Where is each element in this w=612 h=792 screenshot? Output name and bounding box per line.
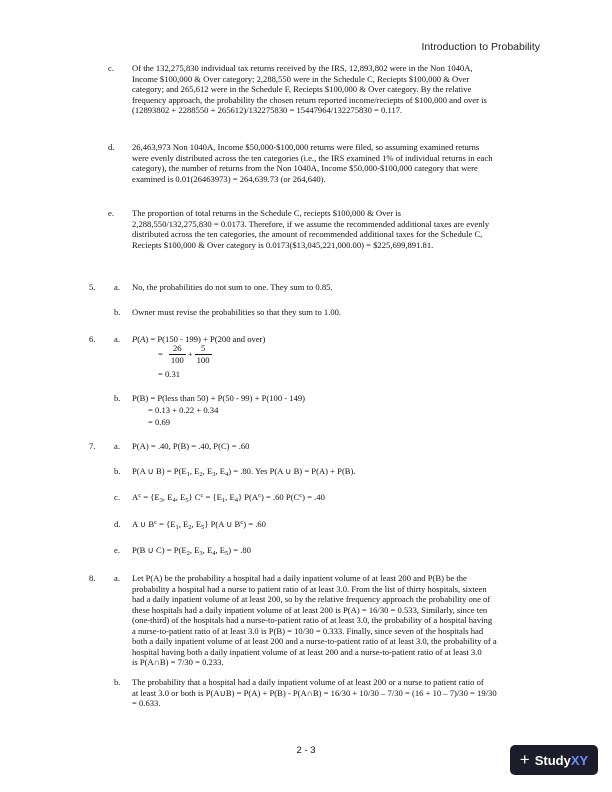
part-label: c.: [108, 63, 114, 73]
problem-number: 5.: [89, 282, 96, 292]
answer-7d: A ∪ $B^c = \{E_1$, $E_2$, $E_5$} P(A ∪ $B^c) = .60$: [132, 519, 266, 531]
part-label: a.: [114, 282, 120, 292]
part-label: d.: [114, 519, 121, 529]
answer-5a: No, the probabilities do not sum to one. They sum to 0.85.: [132, 282, 333, 292]
answer-6a-line1: P(A) = P(150 - 199) + P(200 and over): [132, 334, 266, 344]
answer-7e: P(B ∪ $C) = P(E_2$, $E_3$, $E_4$, $E_5) = .80$: [132, 545, 251, 557]
answer-6b: P(B) = P(less than 50) + P(50 - 99) + P(100 - 149): [132, 393, 306, 403]
fraction: $\frac{5}{100}$: [196, 343, 210, 365]
answer-text: 26,463,973 Non 1040A, Income $50,000-$100,000 returns were filed, so assuming examined returns were evenly distributed across the ten categories (i.e., the IRS examined 1% of individual returns in each category), the number of returns from the Non 1040A, Income $50,000-$100,000 category that were examined is 0.01(26463973) = 264,639.73 (or 264,640).: [132, 142, 493, 184]
fraction: $\frac{26}{100}$: [170, 343, 184, 365]
answer-text: The proportion of total returns in the Schedule C, reciepts $100,000 & Over is 2,288,550/132,275,830 = 0.0173. Therefore, if we assume the recommended additional taxes are evenly distributed across the ten categories, the amount of recommended additional taxes for the Schedule C, Reciepts $100,000 & Over category is 0.0173($13,045,221,000.00) = $225,699,891.81.: [132, 208, 490, 250]
part-label: b.: [114, 466, 121, 476]
answer-8b: The probability that a hospital had a daily inpatient volume of at least 200 or a nurse to patient ratio of at least 3.0 or both is P(A∪B) = P(A) + P(B) - P(A∩B) = 16/30 + 10/30 – 7/30 = (16 + 10 – 7)/30 = 19/30 = 0.633.: [132, 677, 497, 708]
part-label: e.: [108, 208, 114, 218]
answer-7c: $A^c = \{E_3$, $E_4$, $E_5$} $C^c = \{E_1$, $E_4$} $P(A^c) = .60$ $P(C^c) = .40$: [132, 492, 325, 504]
answer-6a-fraction-sum: = $\frac{26}{100}$ + $\frac{5}{100}$: [158, 343, 210, 365]
answer-6b-line2: = 0.13 + 0.22 + 0.34: [148, 405, 219, 415]
answer-6b-line3: = 0.69: [148, 417, 171, 427]
answer-text: Of the 132,275,830 individual tax returns received by the IRS, 12,893,802 were in the Non 1040A, Income $100,000 & Over category; 2,288,550 were in the Schedule C, Reciepts $100,000 & Over category; and 265,612 were in the Schedule F, Reciepts $100,000 & Over category. By the relative frequency approach, the probability the chosen return reported income/reciepts of $100,000 and over is (12893802 + 2288550 + 265612)/132275830 = 15447964/132275830 = 0.117.: [132, 63, 487, 115]
running-header: Introduction to Probability: [421, 41, 540, 53]
part-label: b.: [114, 307, 121, 317]
part-label: a.: [114, 334, 120, 344]
part-label: a.: [114, 573, 120, 583]
problem-number: 6.: [89, 334, 96, 344]
page-number: 2 - 3: [296, 745, 316, 756]
answer-7b: P(A ∪ $B) = P(E_1$, $E_2$, $E_3$, $E_4) = .80$. Yes P(A ∪ B) = P(A) + P(B).: [132, 466, 356, 478]
answer-5b: Owner must revise the probabilities so that they sum to 1.00.: [132, 307, 342, 317]
answer-7a: P(A) = .40, P(B) = .40, P(C) = .60: [132, 441, 250, 451]
answer-6a-result: = 0.31: [158, 369, 181, 379]
studyxy-watermark-logo: + Study XY: [510, 745, 598, 775]
problem-number: 7.: [89, 441, 96, 451]
part-label: d.: [108, 142, 115, 152]
part-label: c.: [114, 492, 120, 502]
part-label: b.: [114, 393, 121, 403]
answer-8a: Let P(A) be the probability a hospital had a daily inpatient volume of at least 200 and P(B) be the probability a hospital had a nurse to patient ratio of at least 3.0. From the list of thirty hospitals, sixteen had a daily inpatient volume of at least 200, so by the relative frequency approach the probability one of these hospitals had a daily inpatient volume of at least 200 is P(A) = 16/30 = 0.533, Similarly, since ten (one-third) of the hospitals had a nurse-to-patient ratio of at least 3.0, the probability of a hospital having a nurse-to-patient ratio of at least 3.0 is P(B) = 10/30 = 0.333. Finally, since seven of the hospitals had both a daily inpatient volume of at least 200 and a nurse-to-patient ratio of at least 3.0, the probability of a hospital having both a daily inpatient volume of at least 200 and a nurse-to-patient ratio of at least 3.0 is P(A∩B) = 7/30 = 0.233.: [132, 573, 497, 667]
plus-icon: +: [519, 750, 530, 769]
part-label: e.: [114, 545, 120, 555]
problem-number: 8.: [89, 573, 96, 583]
part-label: b.: [114, 677, 121, 687]
part-label: a.: [114, 441, 120, 451]
